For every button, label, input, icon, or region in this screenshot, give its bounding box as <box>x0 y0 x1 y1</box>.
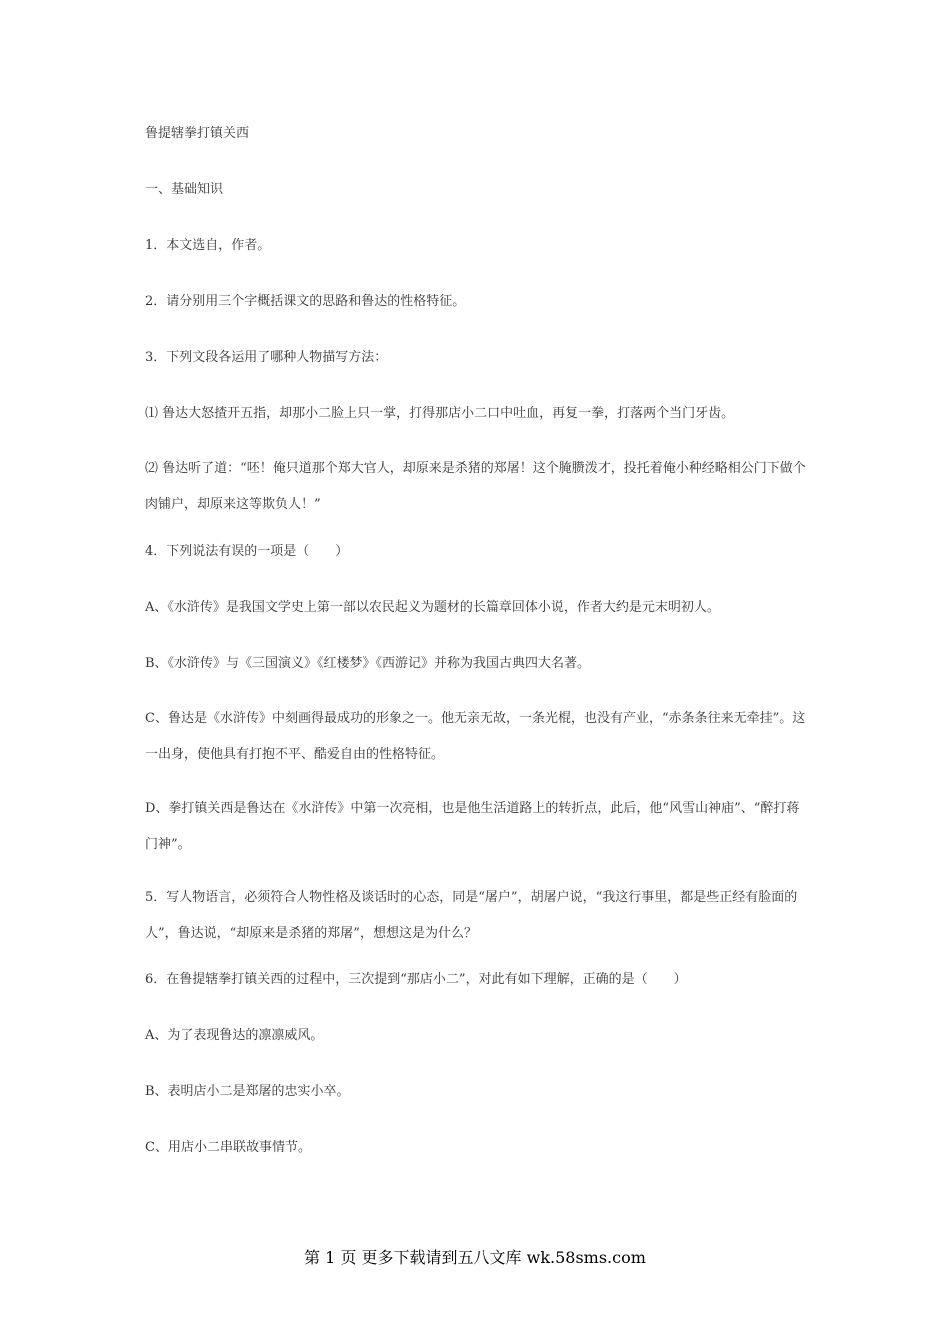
question-3: 3．下列文段各运用了哪种人物描写方法： <box>145 350 388 365</box>
question-6-option-b: B、表明店小二是郑屠的忠实小卒。 <box>145 1084 350 1099</box>
section-heading: 一、基础知识 <box>145 182 224 197</box>
question-5: 5．写人物语言，必须符合人物性格及谈话时的心态，同是“屠户”，胡屠户说，“我这行事里，都是些正经有脸面的人”，鲁达说，“却原来是杀猪的郑屠”，想想这是为什么？ <box>145 890 798 941</box>
question-4-option-d: D、拳打镇关西是鲁达在《水浒传》中第一次亮相，也是他生活道路上的转折点，此后，他“风雪山神庙”、“醉打蒋门神”。 <box>145 801 800 852</box>
question-1: 1．本文选自，作者。 <box>145 238 271 253</box>
question-4: 4．下列说法有误的一项是（ ） <box>145 544 349 559</box>
question-3-item-2: ⑵ 鲁达听了道：“呸！俺只道那个郑大官人，却原来是杀猪的郑屠！这个腌臜泼才，投托着俺小种经略相公门下做个肉铺户，却原来这等欺负人！” <box>145 461 806 512</box>
question-4-option-c: C、鲁达是《水浒传》中刻画得最成功的形象之一。他无亲无故，一条光棍，也没有产业，“赤条条往来无牵挂”。这一出身，使他具有打抱不平、酷爱自由的性格特征。 <box>145 711 806 762</box>
question-4-option-b: B、《水浒传》与《三国演义》《红楼梦》《西游记》并称为我国古典四大名著。 <box>145 656 591 671</box>
question-6-option-a: A、为了表现鲁达的凛凛威风。 <box>145 1028 324 1043</box>
question-6: 6．在鲁提辖拳打镇关西的过程中，三次提到“那店小二”，对此有如下理解，正确的是（ ） <box>145 972 687 987</box>
document-body <box>145 124 810 1157</box>
document-title: 鲁提辖拳打镇关西 <box>145 126 250 141</box>
question-3-item-1: ⑴ 鲁达大怒揸开五指，却那小二脸上只一掌，打得那店小二口中吐血，再复一拳，打落两个当门牙齿。 <box>145 406 735 421</box>
question-2: 2．请分别用三个字概括课文的思路和鲁达的性格特征。 <box>145 294 466 309</box>
page-footer: 第 1 页 更多下载请到五八文库 wk.58sms.com <box>304 1248 646 1267</box>
question-4-option-a: A、《水浒传》是我国文学史上第一部以农民起义为题材的长篇章回体小说，作者大约是元末明初人。 <box>145 600 720 615</box>
question-6-option-c: C、用店小二串联故事情节。 <box>145 1140 311 1155</box>
